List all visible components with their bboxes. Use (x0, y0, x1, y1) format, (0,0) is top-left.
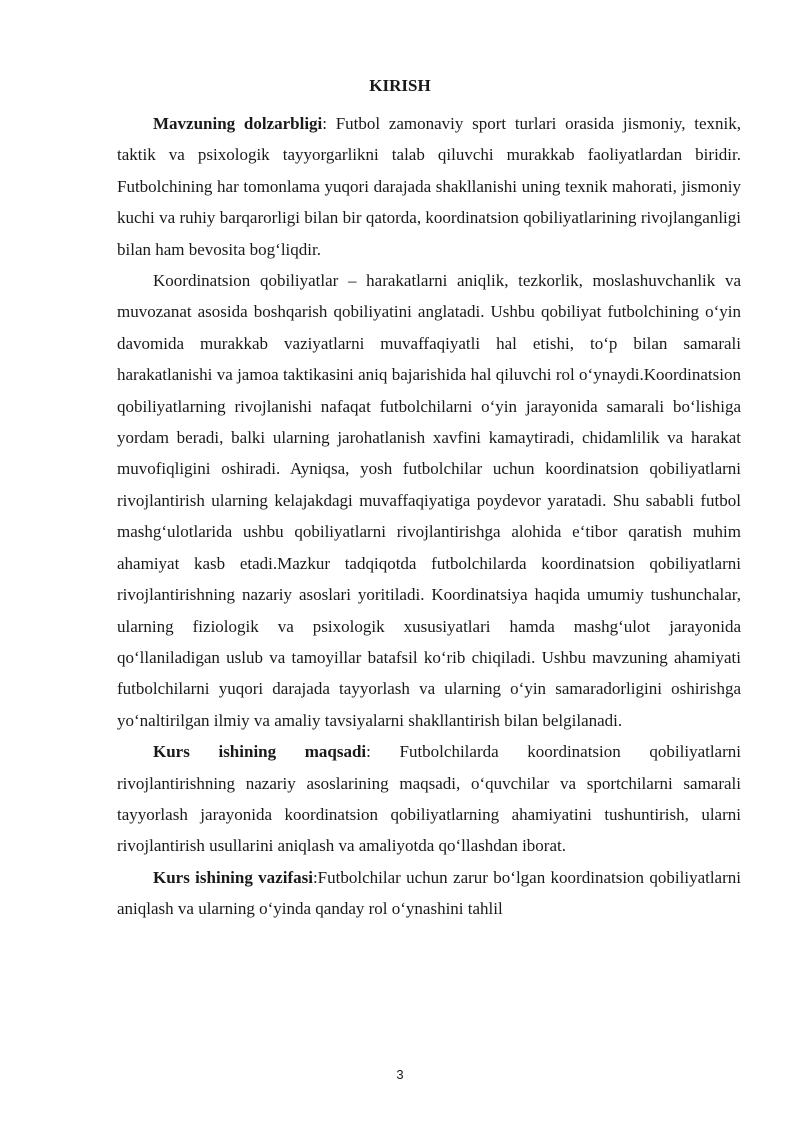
paragraph-goal (117, 736, 741, 862)
paragraph-text: : Futbolchilarda koordinatsion qobiliyatlarni rivojlantirishning nazariy asoslarining maqsadi, o‘quvchilar va sportchilarni samarali tayyorlash jarayonida koordinatsion qobiliyatlarning ahamiyatini tushuntirish, ularni rivojlantirish usullarini aniqlash va amaliyotda qo‘llashdan iborat. (117, 742, 741, 856)
paragraph-tasks (117, 862, 741, 925)
paragraph-relevance (117, 108, 741, 265)
body-text (117, 108, 741, 925)
paragraph-lead: Kurs ishining vazifasi (153, 867, 313, 887)
paragraph-lead: Mavzuning dolzarbligi (153, 114, 323, 133)
paragraph-lead: Kurs ishining maqsadi (153, 742, 367, 762)
page-number: 3 (396, 1067, 404, 1082)
paragraph-coordination (117, 265, 741, 736)
paragraph-text: Koordinatsion qobiliyatlar – harakatlarni aniqlik, tezkorlik, moslashuvchanlik va muvozanat asosida boshqarish qobiliyatini anglatadi. Ushbu qobiliyat futbolchining o‘yin davomida murakkab vaziyatlarni muvaffaqiyatli hal etishi, to‘p bilan samarali harakatlanishi va jamoa taktikasini aniq bajarishida hal qiluvchi rol o‘ynaydi.Koordinatsion qobiliyatlarning rivojlanishi nafaqat futbolchilarni o‘yin jarayonida samarali bo‘lishiga yordam beradi, balki ularning jarohatlanish xavfini kamaytiradi, chidamlilik va harakat muvofiqligini oshiradi. Ayniqsa, yosh futbolchilar uchun koordinatsion qobiliyatlarni rivojlantirish ularning kelajakdagi muvaffaqiyatiga poydevor yaratadi. Shu sababli futbol mashg‘ulotlarida ushbu qobiliyatlarni rivojlantirishga alohida e‘tibor qaratish muhim ahamiyat kasb etadi.Mazkur tadqiqotda futbolchilarda koordinatsion qobiliyatlarni rivojlantirishning nazariy asoslari yoritiladi. Koordinatsiya haqida umumiy tushunchalar, ularning fiziologik va psixologik xususiyatlari hamda mashg‘ulot jarayonida qo‘llaniladigan uslub va tamoyillar batafsil ko‘rib chiqiladi. Ushbu mavzuning ahamiyati futbolchilarni yuqori darajada tayyorlash va ularning o‘yin samaradorligini oshirishga yo‘naltirilgan ilmiy va amaliy tavsiyalarni shakllantirish bilan belgilanadi. (117, 271, 741, 730)
paragraph-text: :Futbolchilar uchun zarur bo‘lgan koordinatsion qobiliyatlarni aniqlash va ularning o‘yinda qanday rol o‘ynashini tahlil (117, 867, 741, 919)
section-heading: KIRISH (369, 76, 431, 95)
paragraph-text: : Futbol zamonaviy sport turlari orasida jismoniy, texnik, taktik va psixologik tayyorgarlikni talab qiluvchi murakkab faoliyatlardan biridir. Futbolchining har tomonlama yuqori darajada shakllanishi uning texnik mahorati, jismoniy kuchi va ruhiy barqarorligi bilan bir qatorda, koordinatsion qobiliyatlarining rivojlanganligi bilan ham bevosita bog‘liqdir. (117, 114, 741, 259)
